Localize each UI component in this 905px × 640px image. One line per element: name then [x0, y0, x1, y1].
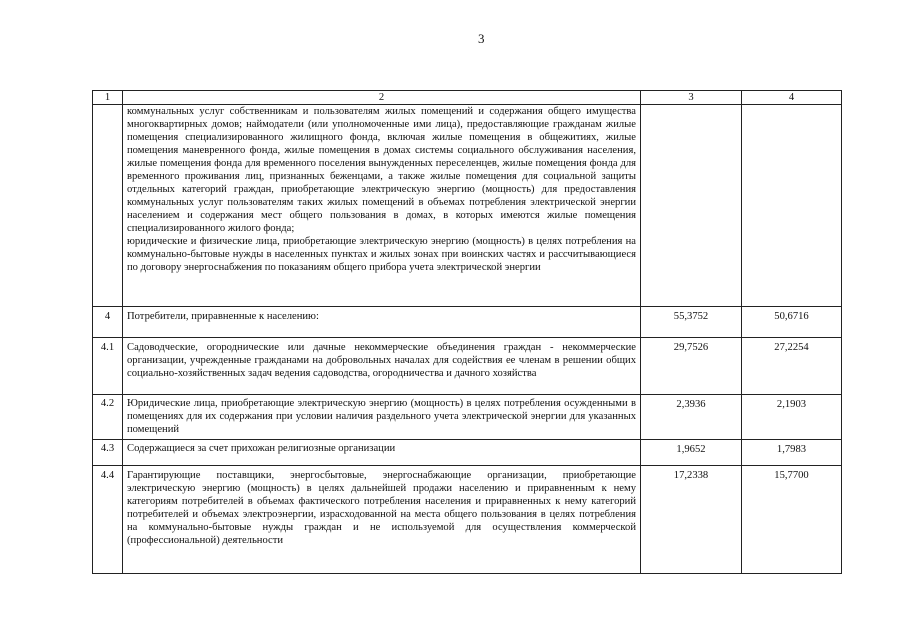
- row-number: 4.3: [93, 440, 123, 466]
- row-number: 4.1: [93, 338, 123, 395]
- table-row: [93, 395, 842, 440]
- row-value-col4: 15,7700: [742, 466, 842, 574]
- row-number: 4.2: [93, 395, 123, 440]
- column-number-header-row: [93, 91, 842, 105]
- row-description: Садоводческие, огороднические или дачные некоммерческие объединения граждан - некоммерческие организации, учрежденные гражданами на добровольных началах для содействия ее членам в решении общих социально-хозяйственных задач ведения садоводства, огородничества и дачного хозяйства: [123, 338, 641, 395]
- row-value-col3: 1,9652: [641, 440, 742, 466]
- row-value-col4: 50,6716: [742, 307, 842, 338]
- table-row: [93, 338, 842, 395]
- row-value-col3: 2,3936: [641, 395, 742, 440]
- table-row: [93, 307, 842, 338]
- tariff-table: [92, 90, 842, 574]
- continuation-paragraph-1: коммунальных услуг собственникам и пользователям жилых помещений и содержания общего имущества многоквартирных домов; наймодатели (или уполномоченные ими лица), предоставляющие гражданам жилые помещения специализированного жилищного фонда, включая жилые помещения в общежитиях, жилые помещения маневренного фонда, жилые помещения в домах системы социального обслуживания населения, жилые помещения фонда для временного поселения вынужденных переселенцев, жилые помещения фонда для временного проживания лиц, признанных беженцами, а также жилые помещения для социальной защиты отдельных категорий граждан, приобретающие электрическую энергию (мощность) для предоставления коммунальных услуг пользователям таких жилых помещений в объемах потребления электрической энергии населением и содержания мест общего пользования в домах, в которых имеются жилые помещения специализированного жилого фонда;: [127, 106, 636, 234]
- column-header-1: 1: [93, 91, 123, 105]
- column-header-2: 2: [123, 91, 641, 105]
- row-value-col3: 29,7526: [641, 338, 742, 395]
- continuation-num-cell: [93, 105, 123, 307]
- page-number: 3: [478, 31, 485, 46]
- row-value-col3: 55,3752: [641, 307, 742, 338]
- row-number: 4: [93, 307, 123, 338]
- row-description: Содержащиеся за счет прихожан религиозные организации: [123, 440, 641, 466]
- continuation-value-3: [641, 105, 742, 307]
- row-description: Потребители, приравненные к населению:: [123, 307, 641, 338]
- row-description: Гарантирующие поставщики, энергосбытовые, энергоснабжающие организации, приобретающие электрическую энергию (мощность) в целях дальнейшей продажи населению и приравненным к нему категориям потребителей в объемах фактического потребления населения и приравненных к нему категорий потребителей и объемах электроэнергии, израсходованной на места общего пользования в целях потребления на коммунально-бытовые нужды граждан и не используемой для осуществления коммерческой (профессиональной) деятельности: [123, 466, 641, 574]
- row-number: 4.4: [93, 466, 123, 574]
- table-row: [93, 440, 842, 466]
- row-value-col4: 27,2254: [742, 338, 842, 395]
- row-value-col4: 1,7983: [742, 440, 842, 466]
- column-header-4: 4: [742, 91, 842, 105]
- continuation-paragraph-2: юридические и физические лица, приобретающие электрическую энергию (мощность) в целях потребления на коммунально-бытовые нужды в населенных пунктах и жилых зонах при воинских частях и рассчитывающиеся по договору энергоснабжения по показаниям общего прибора учета электрической энергии: [127, 236, 636, 273]
- continuation-value-4: [742, 105, 842, 307]
- row-description: Юридические лица, приобретающие электрическую энергию (мощность) в целях потребления осужденными в помещениях для их содержания при условии наличия раздельного учета электрической энергии для указанных помещений: [123, 395, 641, 440]
- row-value-col4: 2,1903: [742, 395, 842, 440]
- continuation-text-cell: [123, 105, 641, 307]
- table-row: [93, 466, 842, 574]
- continuation-row: [93, 105, 842, 307]
- column-header-3: 3: [641, 91, 742, 105]
- row-value-col3: 17,2338: [641, 466, 742, 574]
